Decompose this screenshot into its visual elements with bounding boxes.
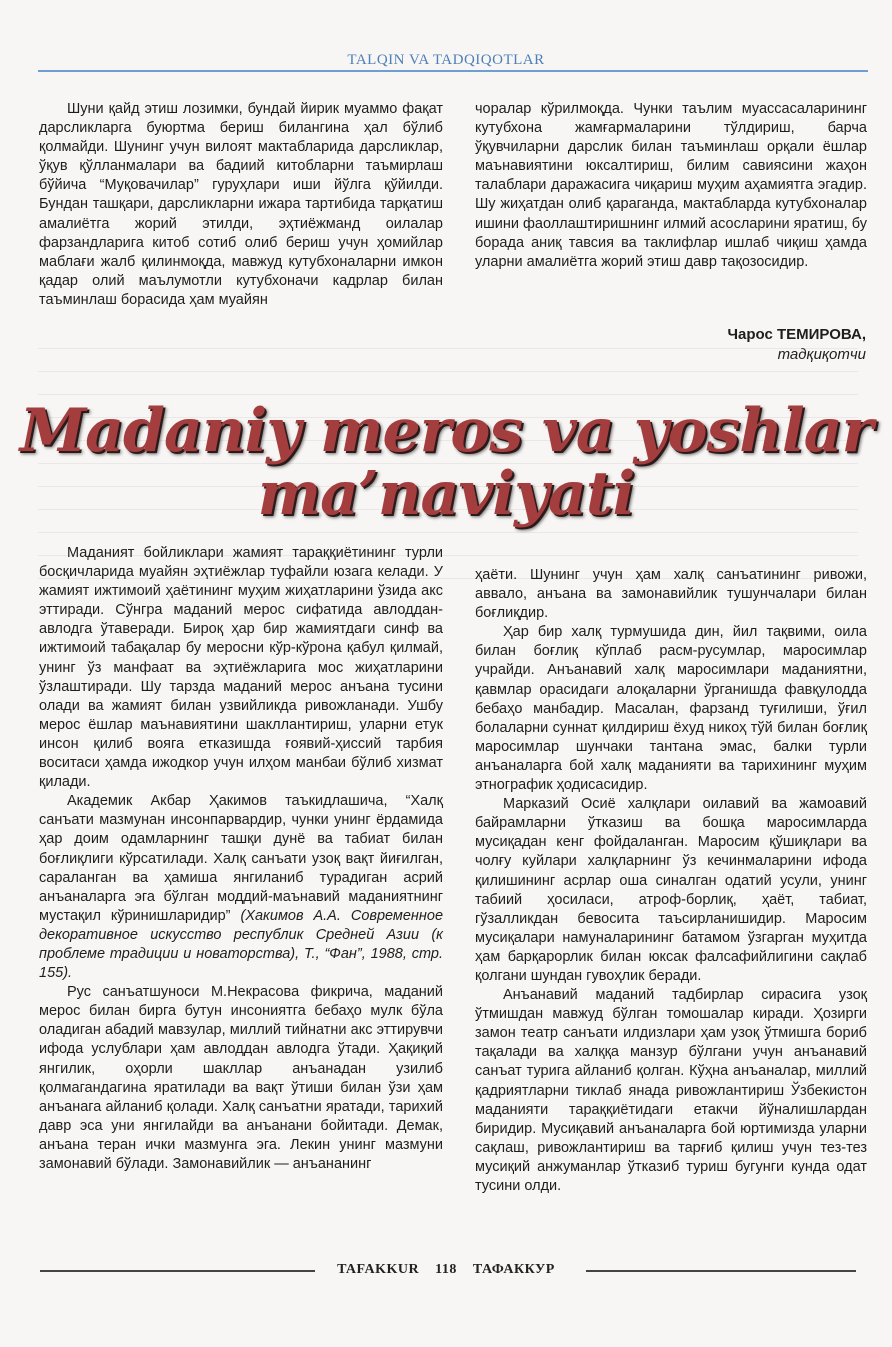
article-paragraph: Марказий Осиё халқлари оилавий ва жамоавий байрамларни ўтказиш ва бошқа маросимларда мусиқадан кенг фойдаланган. Маросим қўшиқлари ва чолғу куйлари халқларнинг ўз кечинмаларини ифода қилишининг асрлар оша синалган одатий усули, унинг табиий ҳосиласи, атроф-борлиқ, ҳаёт, табиат, гўзалликдан бевосита таъсирланишидир. Маросим мусиқалари намуналарининг батамом ўзгарган муҳитда ҳам барқарорлик билан юксак фалсафийлигини сақлаб қолгани шундан гувоҳлик беради. <box>475 796 867 984</box>
top-left-column <box>39 100 443 310</box>
footer-journal-cyrillic: ТАФАККУР <box>472 1262 555 1277</box>
article-paragraph: Ҳар бир халқ турмушида дин, йил тақвими, оила билан боғлиқ кўплаб расм-русумлар, маросимлар учрайди. Анъанавий халқ маросимлари маданиятни, қавмлар орасидаги алоқаларни ўрганишда фавқулодда бебаҳо манбадир. Масалан, фарзанд туғилиши, ўғил болаларни суннат қилдириш ёхуд никоҳ тўй билан боғлиқ маросимлар шунчаки тантана эмас, балки турли анъаналарга бой халқ маданияти ва тарихининг муҳим этнографик ҳодисасидир. <box>475 624 867 794</box>
page-footer <box>0 1262 892 1278</box>
page-number: 118 <box>435 1262 457 1277</box>
author-name: Чарос ТЕМИРОВА, <box>727 326 866 343</box>
article-paragraph: ҳаёти. Шунинг учун ҳам халқ санъатининг ривожи, аввало, анъана ва замонавийлик тушунчалари билан боғлиқдир. <box>475 567 867 622</box>
quote-citation: (Хакимов А.А. Современное декоративное искусство республик Средней Азии (к проблеме традиции и новаторства), Т., “Фан”, 1988, стр. 155). <box>39 907 444 982</box>
author-role: тадқиқотчи <box>777 346 866 363</box>
article-paragraph-quote <box>39 792 443 983</box>
top-right-column <box>475 100 867 272</box>
article-paragraph: Рус санъатшуноси М.Некрасова фикрича, маданий мерос билан бирга бутун инсониятга бебаҳо мулк бўла оладиган абадий мавзулар, миллий тийнатни акс эттирувчи ифода услублари ҳам авлоддан авлодга ўтади. Ҳақиқий янгилик, оҳорли шакллар анъанадан узилиб қолмагандагина яратилади ва вақт ўтиши билан ўзи ҳам анъанага айланиб қолади. Халқ санъатни яратади, тарихий давр эса уни янгилайди ва анъанани бойитади. Демак, анъана теран ички мазмунга эга. Лекин унинг мазмуни замонавий бўлади. Замонавийлик — анъананинг <box>39 984 443 1172</box>
quote-text: Академик Акбар Ҳакимов таъкидлашича, “Халқ санъати мазмунан инсонпарвардир, чунки унинг ёрдамида ҳар доим одамларнинг ташқи дунё ва табиат билан боғлиқлиги кўрсатилади. Халқ санъати узоқ вақт йиғилган, саралангaн ва ҳамиша янгиланиб турадиган асрий анъаналарга эга бўлган моддий-маънавий маданиятнинг мустақил кўринишларидир” <box>39 793 443 924</box>
footer-journal-latin: TAFAKKUR <box>337 1262 420 1277</box>
top-left-paragraph: Шуни қайд этиш лозимки, бундай йирик муаммо фақат дарсликларга буюртма бериш билангина ҳал бўлиб қолмайди. Шунинг учун вилоят мактабларида дарсликлар, ўқув қўлланмалари ва бадиий китобларни таъмирлаш бўйича “Муқовачилар” гуруҳлари иши йўлга қўйилди. Бундан ташқари, дарсликларни ижара тартибида тарқатиш амалиётга жорий этилди, эҳтиёжманд оилалар фарзандларига китоб сотиб олиб бериш учун ҳомийлар маблағи жалб қилинмоқда, мавжуд кутубхоналарни имкон қадар олий маълумотли кутубхоначи кадрлар билан таъминлаш борасида ҳам муайян <box>39 101 443 308</box>
article-title-line2: ma’naviyati <box>257 459 635 529</box>
article-paragraph: Анъанавий маданий тадбирлар сирасига узоқ ўтмишдан мавжуд бўлган томошалар киради. Ҳозирги замон театр санъати илдизлари ҳам узоқ ўтмишга бориб тақалади ва халққа манзур бўлгани учун анъанавий санъат турига айланиб қолган. Кўҳна анъаналар, миллий қадриятларни тиклаб янада ривожлантириш Ўзбекистон маданияти тараққиётидаги етакчи йўналишлардан биридир. Мусиқавий анъаналарга бой юртимизда уларни сақлаш, ривожлантириш ва тарғиб қилиш учун тез-тез мусиқий анжуманлар ўтказиб туриш бугунги кунда одат тусини олди. <box>475 987 867 1194</box>
article-left-column <box>39 544 443 1174</box>
article-right-column <box>475 566 867 1196</box>
top-right-paragraph: чоралар кўрилмоқда. Чунки таълим муассасаларининг кутубхона жамғармаларини тўлдириш, барча ўқувчиларни дарслик билан таъминлаш орқали ёшлар маънавиятини юксалтириш, билим савиясини жаҳон талаблари даражасига чиқариш муҳим аҳамиятга эгадир. Шу жиҳатдан олиб қараганда, мактабларда кутубхоналар ишини фаоллаштиришнинг илмий асосларини яратиш, бу борада аниқ тавсия ва таклифлар ишлаб чиқиш ҳамда уларни амалиётга жорий этиш давр тақозосидир. <box>475 101 867 270</box>
section-header-title: TALQIN VA TADQIQOTLAR <box>347 52 545 68</box>
article-title-line1: Madaniy meros va yoshlar <box>19 396 873 466</box>
article-title <box>0 396 892 529</box>
article-paragraph: Маданият бойликлари жамият тараққиётининг турли босқичларида муайян эҳтиёжлар туфайли юзага келади. У жамият ижтимоий ҳаётининг муҳим жиҳатларини ўзида акс эттиради. Сўнгра маданий мерос сифатида авлоддан-авлодга ўтаверади. Бироқ ҳар бир жамиятдаги синф ва ижтимоий табақалар бу меросни кўр-кўрона қабул қилмай, унинг ўз манфаат ва эҳтиёжларига мос жиҳатларини ўзлаштиради. Шу тарзда маданий мерос анъана тусини олади ва жамият билан узвийликда ривожланади. Ушбу мерос ёшлар маънавиятини шакллантириш, уларни етук инсон қилиб вояга етказишда ғоявий-ҳиссий тарбия воситаси ҳамда ижодкор учун илҳом манбаи бўлиб хизмат қилади. <box>39 545 443 791</box>
author-signature <box>727 325 866 365</box>
header-divider <box>38 70 868 72</box>
